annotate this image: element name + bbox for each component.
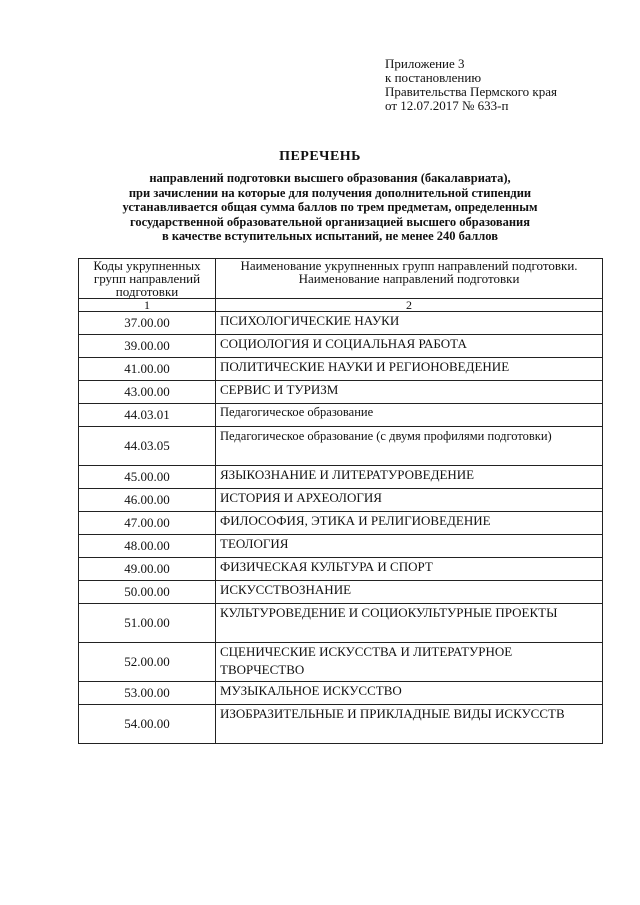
- annex-authority: Правительства Пермского края: [385, 84, 557, 99]
- table-row: [79, 535, 603, 558]
- row-name: ТЕОЛОГИЯ: [216, 535, 603, 558]
- column-number-2: 2: [216, 299, 603, 312]
- row-code: 37.00.00: [79, 312, 216, 335]
- row-name: КУЛЬТУРОВЕДЕНИЕ И СОЦИОКУЛЬТУРНЫЕ ПРОЕКТЫ: [216, 604, 603, 643]
- header-names-line2: Наименование направлений подготовки: [298, 271, 520, 286]
- row-code: 52.00.00: [79, 643, 216, 682]
- header-names-line1: Наименование укрупненных групп направлений подготовки.: [240, 258, 578, 273]
- annex-ref: к постановлению: [385, 70, 482, 85]
- table-row: [79, 581, 603, 604]
- header-names: [216, 259, 603, 299]
- row-name: СЦЕНИЧЕСКИЕ ИСКУССТВА И ЛИТЕРАТУРНОЕ ТВОРЧЕСТВО: [216, 643, 603, 682]
- table-row: [79, 643, 603, 682]
- row-code: 45.00.00: [79, 466, 216, 489]
- subtitle-line: в качестве вступительных испытаний, не менее 240 баллов: [162, 229, 498, 243]
- annex-date: от 12.07.2017 № 633-п: [385, 98, 509, 113]
- annex-number: Приложение 3: [385, 56, 465, 71]
- row-code: 39.00.00: [79, 335, 216, 358]
- table-row: [79, 404, 603, 427]
- row-name: ИЗОБРАЗИТЕЛЬНЫЕ И ПРИКЛАДНЫЕ ВИДЫ ИСКУССТВ: [216, 705, 603, 744]
- row-code: 44.03.05: [79, 427, 216, 466]
- row-name: ИСКУССТВОЗНАНИЕ: [216, 581, 603, 604]
- header-codes: Коды укрупненных групп направлений подготовки: [79, 259, 216, 299]
- row-code: 50.00.00: [79, 581, 216, 604]
- document-subtitle: [80, 171, 580, 244]
- row-name: ИСТОРИЯ И АРХЕОЛОГИЯ: [216, 489, 603, 512]
- row-name: ФИЛОСОФИЯ, ЭТИКА И РЕЛИГИОВЕДЕНИЕ: [216, 512, 603, 535]
- row-code: 54.00.00: [79, 705, 216, 744]
- row-code: 51.00.00: [79, 604, 216, 643]
- row-code: 49.00.00: [79, 558, 216, 581]
- column-number-1: 1: [79, 299, 216, 312]
- row-name: ЯЗЫКОЗНАНИЕ И ЛИТЕРАТУРОВЕДЕНИЕ: [216, 466, 603, 489]
- row-code: 41.00.00: [79, 358, 216, 381]
- row-code: 47.00.00: [79, 512, 216, 535]
- table-row: [79, 558, 603, 581]
- row-code: 48.00.00: [79, 535, 216, 558]
- subtitle-line: государственной образовательной организацией высшего образования: [129, 214, 531, 229]
- row-name: Педагогическое образование (с двумя профилями подготовки): [216, 427, 603, 466]
- table-row: [79, 682, 603, 705]
- table-row: [79, 604, 603, 643]
- row-name: МУЗЫКАЛЬНОЕ ИСКУССТВО: [216, 682, 603, 705]
- table-row: [79, 427, 603, 466]
- table-row: [79, 358, 603, 381]
- row-name: Педагогическое образование: [216, 404, 603, 427]
- table-row: [79, 381, 603, 404]
- table-row: [79, 335, 603, 358]
- row-code: 44.03.01: [79, 404, 216, 427]
- table-row: [79, 512, 603, 535]
- annex-note: [385, 57, 557, 113]
- row-name: СОЦИОЛОГИЯ И СОЦИАЛЬНАЯ РАБОТА: [216, 335, 603, 358]
- row-name: ФИЗИЧЕСКАЯ КУЛЬТУРА И СПОРТ: [216, 558, 603, 581]
- subtitle-line: направлений подготовки высшего образования (бакалавриата),: [149, 171, 511, 185]
- subtitle-line: при зачислении на которые для получения дополнительной стипендии: [128, 185, 532, 200]
- document-title: ПЕРЕЧЕНЬ: [279, 149, 361, 164]
- row-code: 46.00.00: [79, 489, 216, 512]
- table-row: [79, 705, 603, 744]
- row-name: ПОЛИТИЧЕСКИЕ НАУКИ И РЕГИОНОВЕДЕНИЕ: [216, 358, 603, 381]
- row-code: 53.00.00: [79, 682, 216, 705]
- row-name: ПСИХОЛОГИЧЕСКИЕ НАУКИ: [216, 312, 603, 335]
- table-row: [79, 489, 603, 512]
- row-code: 43.00.00: [79, 381, 216, 404]
- table-row: [79, 312, 603, 335]
- directions-table: [78, 258, 603, 744]
- row-name: СЕРВИС И ТУРИЗМ: [216, 381, 603, 404]
- subtitle-line: устанавливается общая сумма баллов по трем предметам, определенным: [122, 200, 538, 214]
- table-row: [79, 466, 603, 489]
